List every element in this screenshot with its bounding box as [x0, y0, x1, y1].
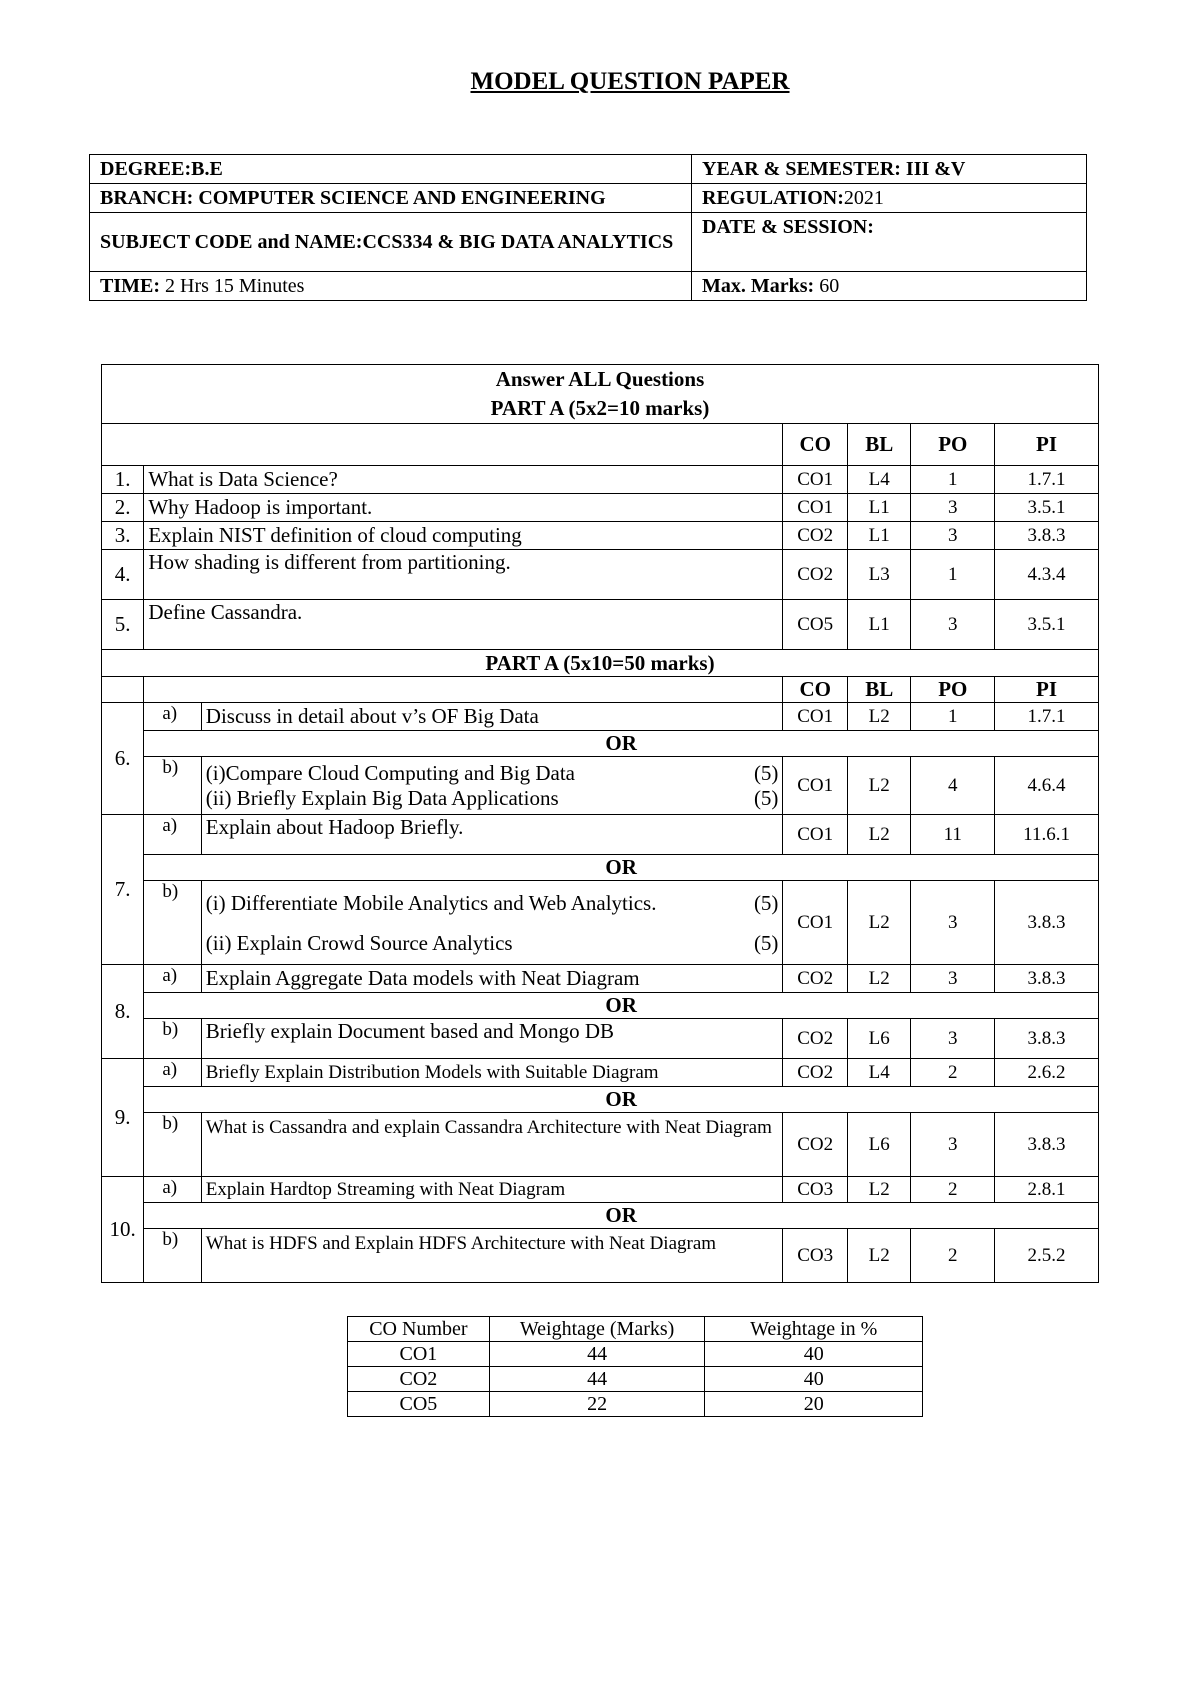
po-value: 1 [911, 703, 995, 731]
table-row [102, 757, 1099, 815]
co-value: CO2 [783, 1059, 848, 1087]
question-text: Explain Aggregate Data models with Neat Diagram [201, 965, 783, 993]
pi-value: 3.5.1 [995, 600, 1099, 650]
bl-value: L2 [847, 757, 911, 815]
exam-info-table [89, 154, 1087, 301]
bl-value: L1 [847, 600, 911, 650]
table-row [102, 703, 1099, 731]
time-value: 2 Hrs 15 Minutes [165, 274, 305, 297]
pi-value: 3.8.3 [995, 1113, 1099, 1177]
question-number: 9. [102, 1059, 144, 1177]
table-row [102, 1019, 1099, 1059]
po-value: 3 [911, 494, 995, 522]
col-po: PO [911, 424, 995, 466]
weightage-percent: 40 [705, 1342, 923, 1367]
page-title: MODEL QUESTION PAPER [470, 68, 790, 95]
pi-value: 11.6.1 [995, 815, 1099, 855]
part-b-heading: PART A (5x10=50 marks) [102, 650, 1099, 677]
degree-value: B.E [191, 157, 223, 180]
question-text: Why Hadoop is important. [144, 494, 783, 522]
bl-value: L2 [847, 1177, 911, 1203]
marks-value: (5) [753, 785, 779, 810]
weightage-marks: 44 [489, 1367, 705, 1392]
pi-value: 2.6.2 [995, 1059, 1099, 1087]
bl-value: L2 [847, 881, 911, 965]
regulation-label: REGULATION: [702, 186, 844, 209]
table-row [348, 1392, 923, 1417]
date-label: DATE & SESSION: [702, 216, 874, 238]
bl-value: L2 [847, 1229, 911, 1283]
year-label: YEAR & SEMESTER: [702, 157, 901, 180]
weightage-percent: 20 [705, 1392, 923, 1417]
co-value: CO2 [783, 522, 848, 550]
question-text: What is Cassandra and explain Cassandra Architecture with Neat Diagram [201, 1113, 783, 1177]
branch-cell [90, 184, 692, 213]
po-value: 1 [911, 466, 995, 494]
po-value: 3 [911, 1019, 995, 1059]
part-a-heading: PART A (5x2=10 marks) [490, 396, 710, 420]
part-a-column-header [102, 424, 1099, 466]
co-value: CO1 [783, 881, 848, 965]
po-value: 2 [911, 1177, 995, 1203]
table-row [102, 1229, 1099, 1283]
sub-label: b) [144, 881, 201, 965]
bl-value: L2 [847, 703, 911, 731]
bl-value: L1 [847, 494, 911, 522]
co-value: CO1 [783, 703, 848, 731]
or-separator: OR [144, 1203, 1099, 1229]
date-session-cell [692, 213, 1087, 272]
question-number: 3. [102, 522, 144, 550]
pi-value: 4.3.4 [995, 550, 1099, 600]
weightage-col-header: Weightage in % [705, 1317, 923, 1342]
co-number: CO2 [348, 1367, 490, 1392]
question-text: Explain NIST definition of cloud computing [144, 522, 783, 550]
bl-value: L4 [847, 1059, 911, 1087]
marks-value: (5) [753, 930, 779, 955]
col-co: CO [783, 424, 848, 466]
po-value: 2 [911, 1229, 995, 1283]
or-separator: OR [144, 1087, 1099, 1113]
subject-label: SUBJECT CODE and NAME: [100, 230, 363, 253]
bl-value: L2 [847, 815, 911, 855]
question-text: What is Data Science? [144, 466, 783, 494]
subject-cell [90, 213, 692, 272]
table-row [102, 550, 1099, 600]
question-text: Briefly Explain Distribution Models with Suitable Diagram [201, 1059, 783, 1087]
col-co: CO [783, 677, 848, 703]
sub-label: b) [144, 1113, 201, 1177]
co-weightage-table [347, 1316, 923, 1417]
question-text: Define Cassandra. [144, 600, 783, 650]
part-b-column-header [102, 677, 1099, 703]
co-number: CO5 [348, 1392, 490, 1417]
question-text: Briefly explain Document based and Mongo DB [201, 1019, 783, 1059]
question-number: 2. [102, 494, 144, 522]
sub-label: b) [144, 757, 201, 815]
table-row [102, 1177, 1099, 1203]
marks-label: Max. Marks: [702, 274, 815, 297]
question-text: Explain Hardtop Streaming with Neat Diagram [201, 1177, 783, 1203]
question-text: What is HDFS and Explain HDFS Architecture with Neat Diagram [201, 1229, 783, 1283]
table-row [102, 1113, 1099, 1177]
question-text: (5) (i) Differentiate Mobile Analytics and Web Analytics. (5) (ii) Explain Crowd Source Analytics [201, 881, 783, 965]
co-value: CO5 [783, 600, 848, 650]
time-label: TIME: [100, 274, 160, 297]
table-row [102, 494, 1099, 522]
regulation-cell [692, 184, 1087, 213]
co-value: CO2 [783, 550, 848, 600]
po-value: 2 [911, 1059, 995, 1087]
question-number: 1. [102, 466, 144, 494]
weightage-col-header: Weightage (Marks) [489, 1317, 705, 1342]
pi-value: 3.8.3 [995, 522, 1099, 550]
year-value: III &V [905, 157, 966, 180]
table-row [102, 600, 1099, 650]
sub-label: a) [144, 815, 201, 855]
table-row [348, 1367, 923, 1392]
col-po: PO [911, 677, 995, 703]
co-value: CO2 [783, 1019, 848, 1059]
co-value: CO2 [783, 965, 848, 993]
question-number: 4. [102, 550, 144, 600]
po-value: 11 [911, 815, 995, 855]
pi-value: 3.8.3 [995, 1019, 1099, 1059]
po-value: 4 [911, 757, 995, 815]
pi-value: 2.8.1 [995, 1177, 1099, 1203]
co-value: CO3 [783, 1177, 848, 1203]
pi-value: 4.6.4 [995, 757, 1099, 815]
or-separator: OR [144, 731, 1099, 757]
co-value: CO3 [783, 1229, 848, 1283]
degree-cell [90, 155, 692, 184]
question-number: 10. [102, 1177, 144, 1283]
bl-value: L4 [847, 466, 911, 494]
sub-label: a) [144, 1059, 201, 1087]
pi-value: 3.8.3 [995, 965, 1099, 993]
co-value: CO1 [783, 494, 848, 522]
question-text: (5) (i)Compare Cloud Computing and Big Data (5) (ii) Briefly Explain Big Data Applications [201, 757, 783, 815]
sub-label: a) [144, 703, 201, 731]
sub-label: a) [144, 965, 201, 993]
co-value: CO2 [783, 1113, 848, 1177]
po-value: 3 [911, 1113, 995, 1177]
pi-value: 2.5.2 [995, 1229, 1099, 1283]
bl-value: L3 [847, 550, 911, 600]
question-number: 7. [102, 815, 144, 965]
marks-value: (5) [753, 890, 779, 915]
table-row [102, 965, 1099, 993]
or-separator: OR [144, 855, 1099, 881]
part-a-header [102, 365, 1099, 424]
col-bl: BL [847, 424, 911, 466]
bl-value: L2 [847, 965, 911, 993]
col-pi: PI [995, 677, 1099, 703]
question-text: How shading is different from partitioning. [144, 550, 783, 600]
degree-label: DEGREE: [100, 157, 192, 180]
time-cell [90, 272, 692, 301]
po-value: 1 [911, 550, 995, 600]
table-row [102, 1059, 1099, 1087]
year-semester-cell [692, 155, 1087, 184]
pi-value: 3.8.3 [995, 881, 1099, 965]
regulation-value: 2021 [843, 186, 884, 209]
bl-value: L6 [847, 1019, 911, 1059]
weightage-marks: 44 [489, 1342, 705, 1367]
bl-value: L6 [847, 1113, 911, 1177]
col-pi: PI [995, 424, 1099, 466]
max-marks-cell [692, 272, 1087, 301]
po-value: 3 [911, 881, 995, 965]
sub-label: b) [144, 1229, 201, 1283]
co-value: CO1 [783, 466, 848, 494]
table-row [102, 466, 1099, 494]
pi-value: 3.5.1 [995, 494, 1099, 522]
po-value: 3 [911, 522, 995, 550]
table-row [102, 881, 1099, 965]
weightage-col-header: CO Number [348, 1317, 490, 1342]
pi-value: 1.7.1 [995, 466, 1099, 494]
sub-label: b) [144, 1019, 201, 1059]
table-row [102, 815, 1099, 855]
question-number: 5. [102, 600, 144, 650]
questions-table [101, 364, 1099, 1283]
question-number: 6. [102, 703, 144, 815]
question-number: 8. [102, 965, 144, 1059]
co-value: CO1 [783, 757, 848, 815]
or-separator: OR [144, 993, 1099, 1019]
weightage-marks: 22 [489, 1392, 705, 1417]
table-row [348, 1342, 923, 1367]
question-text: Explain about Hadoop Briefly. [201, 815, 783, 855]
marks-value: (5) [753, 760, 779, 785]
weightage-header-row [348, 1317, 923, 1342]
co-number: CO1 [348, 1342, 490, 1367]
subject-value: CCS334 & BIG DATA ANALYTICS [362, 230, 674, 253]
co-value: CO1 [783, 815, 848, 855]
pi-value: 1.7.1 [995, 703, 1099, 731]
instruction-text: Answer ALL Questions [495, 367, 705, 391]
marks-value: 60 [819, 274, 840, 297]
po-value: 3 [911, 965, 995, 993]
question-text: Discuss in detail about v’s OF Big Data [201, 703, 783, 731]
branch-label: BRANCH: [100, 186, 194, 209]
weightage-percent: 40 [705, 1367, 923, 1392]
po-value: 3 [911, 600, 995, 650]
sub-label: a) [144, 1177, 201, 1203]
col-bl: BL [847, 677, 911, 703]
table-row [102, 522, 1099, 550]
bl-value: L1 [847, 522, 911, 550]
branch-value: COMPUTER SCIENCE AND ENGINEERING [198, 186, 606, 209]
